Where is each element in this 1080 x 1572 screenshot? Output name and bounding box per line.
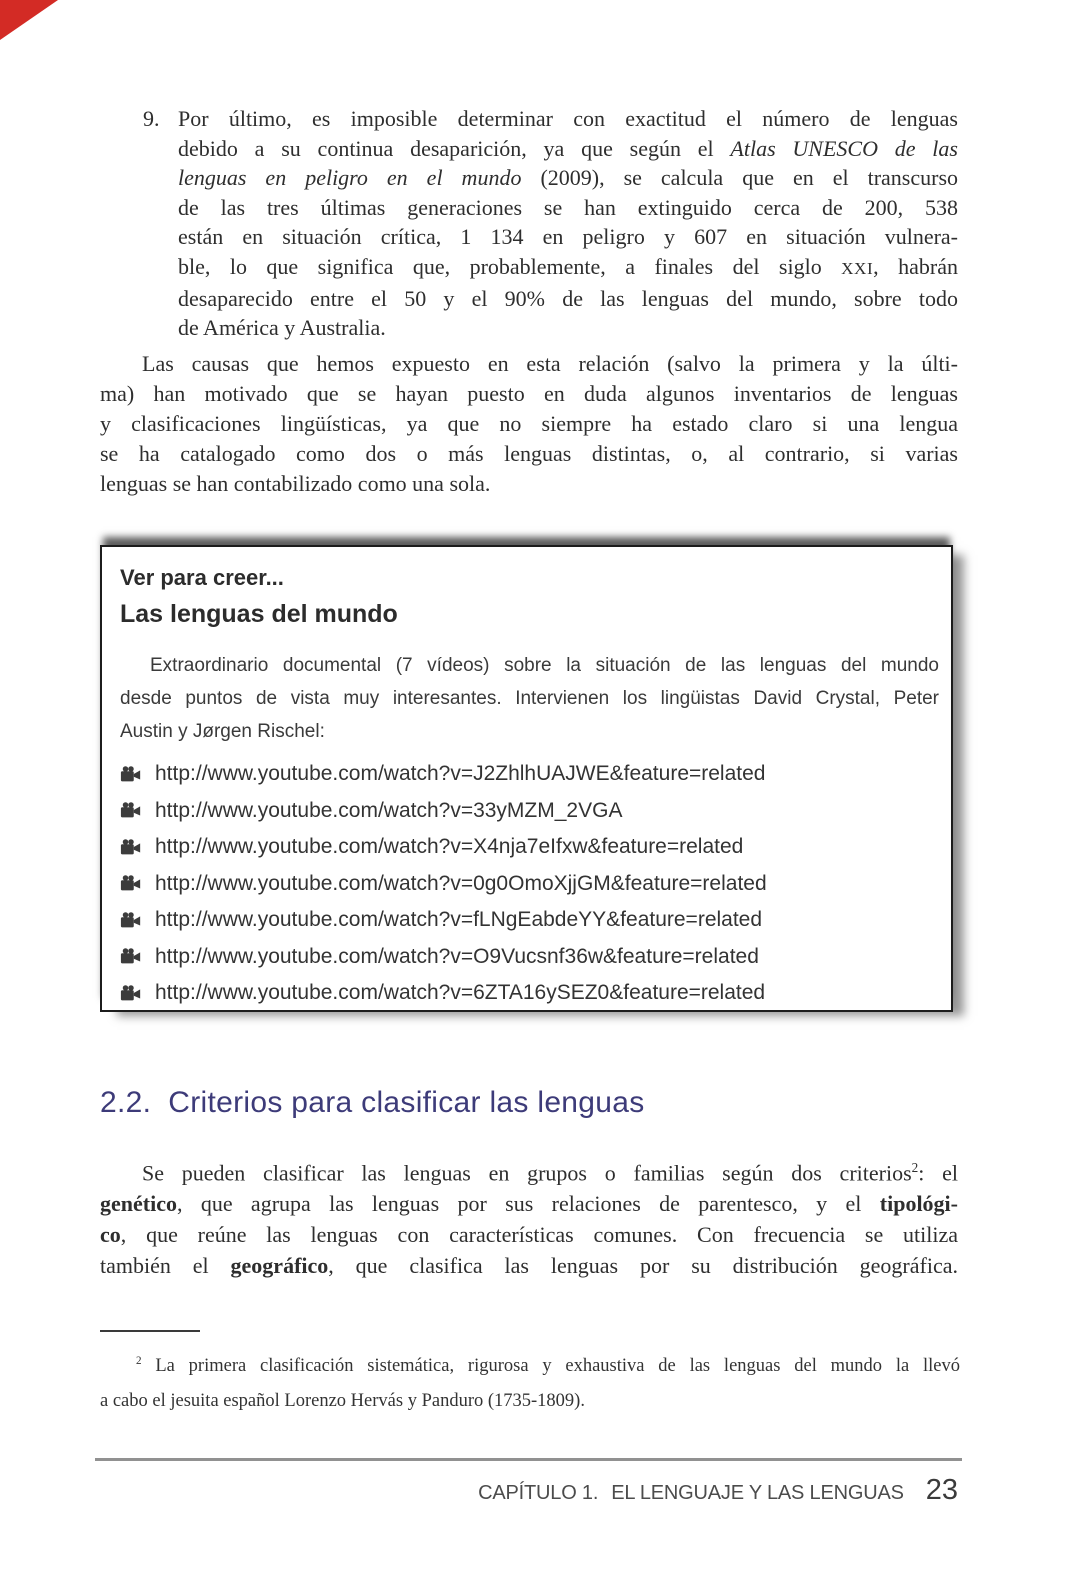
video-link-row xyxy=(120,829,939,866)
text-line: ble, lo que significa que, probablemente, a finales del siglo XXI, habrán xyxy=(178,253,958,279)
video-link-row xyxy=(120,902,939,939)
text-line: Se pueden clasificar las lenguas en grupos o familias según dos criterios$^2$: el xyxy=(142,1160,958,1186)
video-camera-icon xyxy=(120,874,142,893)
callout-title: Las lenguas del mundo xyxy=(120,600,398,628)
text-line: genético, que agrupa las lenguas por sus relaciones de parentesco, y el tipológi- xyxy=(100,1191,958,1217)
callout-box xyxy=(100,545,953,1012)
text-line: a cabo el jesuita español Lorenzo Hervás y Panduro (1735-1809). xyxy=(100,1391,585,1412)
video-link-url: http://www.youtube.com/watch?v=J2ZhlhUAJWE&feature=related xyxy=(155,762,766,786)
text-line: Austin y Jørgen Rischel: xyxy=(120,721,325,742)
text-line: desaparecido entre el 50 y el 90% de las lenguas del mundo, sobre todo xyxy=(178,285,958,311)
video-link-url: http://www.youtube.com/watch?v=O9Vucsnf36w&feature=related xyxy=(155,944,759,968)
video-link-row xyxy=(120,866,939,903)
footer-title: EL LENGUAJE Y LAS LENGUAS xyxy=(611,1482,904,1504)
page-footer xyxy=(100,1474,958,1507)
callout-intro xyxy=(120,649,939,748)
text-line: debido a su continua desaparición, ya que según el Atlas UNESCO de las xyxy=(178,135,958,161)
text-line: de América y Australia. xyxy=(178,315,386,341)
video-link-row xyxy=(120,975,939,1012)
item-number: 9. xyxy=(143,106,160,131)
footnote xyxy=(100,1344,960,1419)
text-line: Por último, es imposible determinar con exactitud el número de lenguas xyxy=(178,106,958,131)
video-link-url: http://www.youtube.com/watch?v=33yMZM_2VGA xyxy=(155,798,623,822)
footnote-rule xyxy=(100,1330,200,1332)
text-line: desde puntos de vista muy interesantes. Intervienen los lingüistas David Crystal, Peter xyxy=(120,688,939,709)
text-line: Las causas que hemos expuesto en esta relación (salvo la primera y la últi- xyxy=(142,351,958,376)
video-link-list xyxy=(120,756,939,1012)
paragraph-criterios xyxy=(100,1152,958,1281)
text-line: ma) han motivado que se hayan puesto en duda algunos inventarios de lenguas xyxy=(100,381,958,406)
section-number: 2.2. xyxy=(100,1086,152,1119)
video-link-row xyxy=(120,793,939,830)
text-line: lenguas en peligro en el mundo (2009), se calcula que en el transcurso xyxy=(178,165,959,191)
video-link-row xyxy=(120,756,939,793)
text-line: y clasificaciones lingüísticas, ya que no siempre ha estado claro si una lengua xyxy=(100,411,958,436)
text-line: Extraordinario documental (7 vídeos) sobre la situación de las lenguas del mundo xyxy=(150,655,939,676)
item-text xyxy=(178,104,958,343)
footer-rule xyxy=(95,1458,962,1461)
video-link-url: http://www.youtube.com/watch?v=6ZTA16ySEZ0&feature=related xyxy=(155,981,766,1005)
video-camera-icon xyxy=(120,765,142,784)
video-link-url: http://www.youtube.com/watch?v=fLNgEabdeYY&feature=related xyxy=(155,908,763,932)
text-line: de las tres últimas generaciones se han extinguido cerca de 200, 538 xyxy=(178,194,958,220)
video-link-url: http://www.youtube.com/watch?v=0g0OmoXjjGM&feature=related xyxy=(155,871,767,895)
video-link-row xyxy=(120,939,939,976)
video-link-url: http://www.youtube.com/watch?v=X4nja7eIfxw&feature=related xyxy=(155,835,744,859)
text-line: co, que reúne las lenguas con características comunes. Con frecuencia se utiliza xyxy=(100,1222,958,1248)
callout-kicker: Ver para creer... xyxy=(120,565,284,590)
video-camera-icon xyxy=(120,947,142,966)
text-line: $^2$ La primera clasificación sistemática, rigurosa y exhaustiva de las lenguas del mundo la llevó xyxy=(136,1355,960,1377)
page-corner-mark xyxy=(0,0,58,40)
video-camera-icon xyxy=(120,911,142,930)
text-line: lenguas se han contabilizado como una sola. xyxy=(100,471,491,496)
section-heading xyxy=(100,1086,958,1120)
paragraph-causas xyxy=(100,349,958,499)
text-line: también el geográfico, que clasifica las lenguas por su distribución geográfica. xyxy=(100,1253,958,1279)
section-title: Criterios para clasificar las lenguas xyxy=(168,1086,645,1119)
video-camera-icon xyxy=(120,801,142,820)
numbered-item-9 xyxy=(100,104,958,343)
footer-chapter: CAPÍTULO 1. xyxy=(478,1482,599,1504)
page-number: 23 xyxy=(925,1474,958,1506)
video-camera-icon xyxy=(120,838,142,857)
video-camera-icon xyxy=(120,984,142,1003)
text-line: se ha catalogado como dos o más lenguas distintas, o, al contrario, si varias xyxy=(100,441,958,466)
text-line: están en situación crítica, 1 134 en peligro y 607 en situación vulnera- xyxy=(178,224,958,250)
